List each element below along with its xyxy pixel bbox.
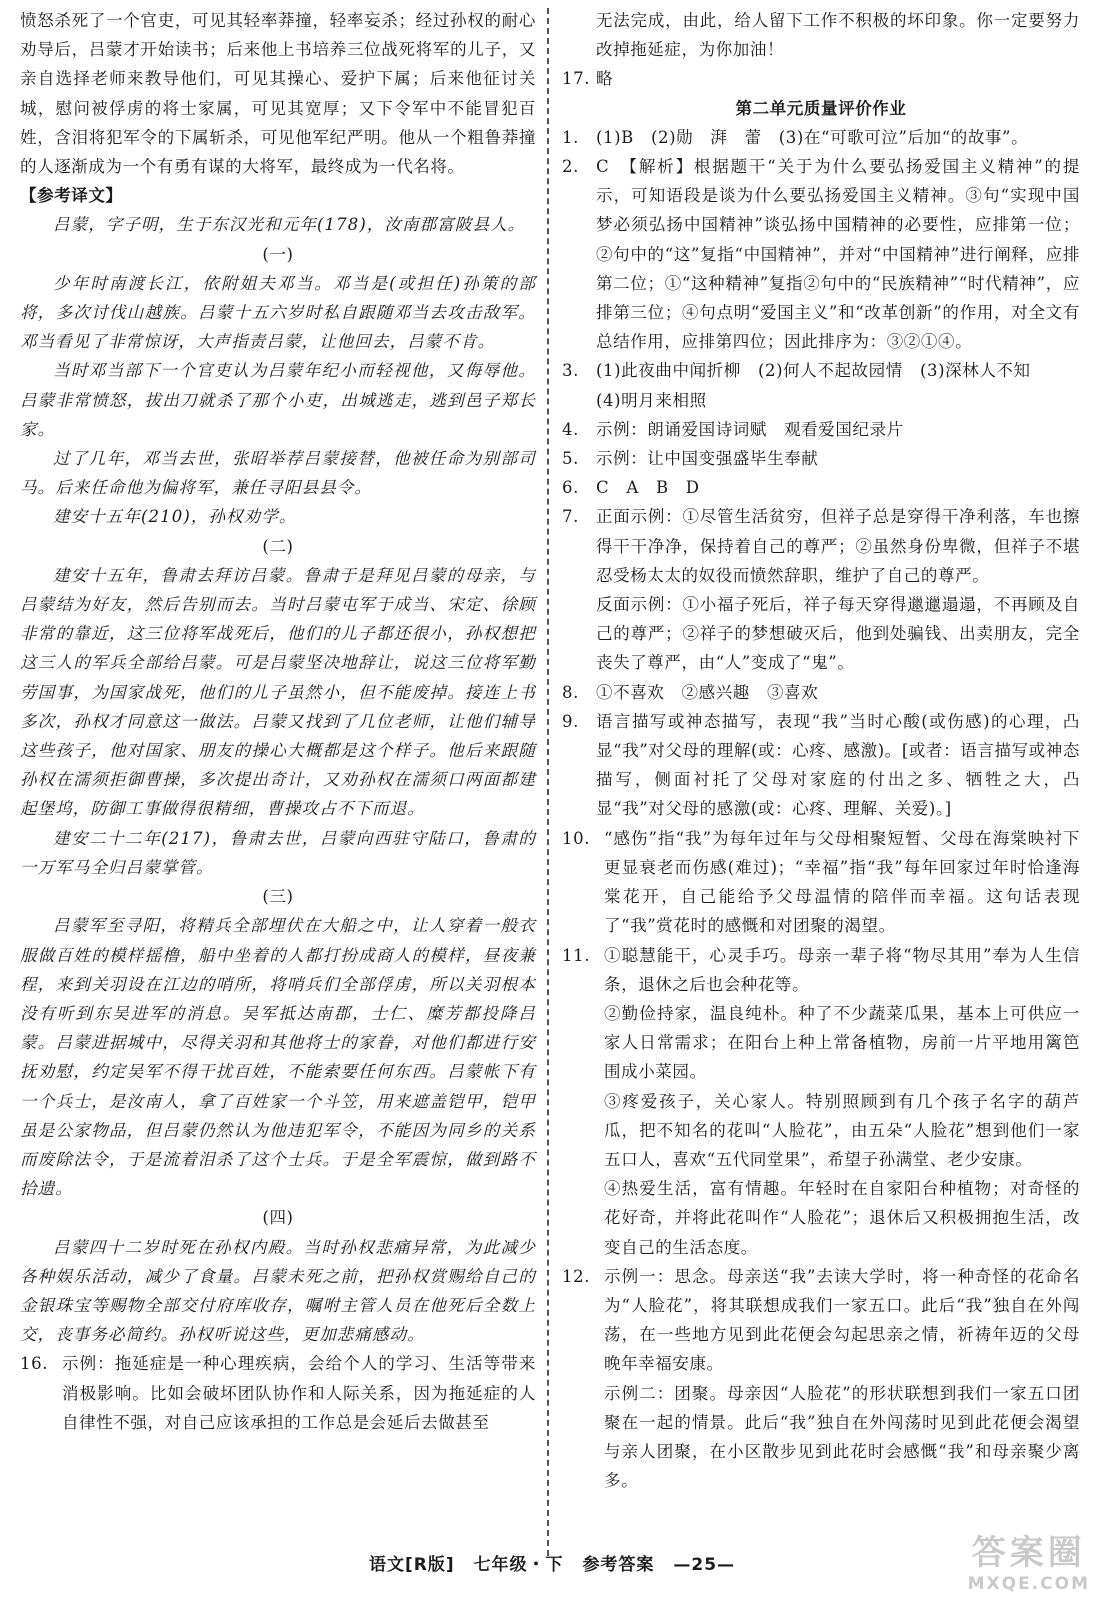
answer-list <box>562 123 1080 1496</box>
item-text: 示例二：团聚。母亲因“人脸花”的形状联想到我们一家五口团聚在一起的情景。此后“我”独自在外闯荡时见到此花便会渴望与亲人团聚，在小区散步见到此花时会感慨“我”和母亲聚少离多。 <box>604 1383 1080 1491</box>
item-text: ②勤俭持家，温良纯朴。种了不少蔬菜瓜果，基本上可供应一家人日常需求；在阳台上种上常备植物，房前一片平地用篱笆围成小菜园。 <box>604 1003 1080 1082</box>
answer-item <box>562 123 1080 152</box>
item-body <box>604 941 1080 1262</box>
translation-paragraph: 少年时南渡长江，依附姐夫邓当。邓当是(或担任)孙策的部将，多次讨伐山越族。吕蒙十五六岁时私自跟随邓当去攻击敌军。邓当看见了非常惊讶，大声指责吕蒙，让他回去，吕蒙不肯。 <box>20 273 536 352</box>
translation-paragraph: 吕蒙四十二岁时死在孙权内殿。当时孙权悲痛异常，为此减少各种娱乐活动，减少了食量。吕蒙未死之前，把孙权赏赐给自己的金银珠宝等赐物全部交付府库收存，嘱咐主管人员在他死后全数上交，丧事务必简约。孙权听说这些，更加悲痛感动。 <box>20 1237 536 1345</box>
answer-item <box>562 678 1080 707</box>
item-number: 11. <box>562 945 591 965</box>
right-column <box>562 6 1080 1495</box>
item-number: 4. <box>562 419 579 439</box>
item-body <box>596 678 1080 707</box>
answer-item-17 <box>562 64 1080 93</box>
item-text: 正面示例：①尽管生活贫穷，但祥子总是穿得干净利落，车也擦得干干净净，保持着自己的尊严；②虽然身份卑微，但祥子不堪忍受杨太太的奴役而愤然辞职，维护了自己的尊严。 <box>596 507 1080 585</box>
item-text: 示例：拖延症是一种心理疾病，会给个人的学习、生活等带来消极影响。比如会破坏团队协作和人际关系，因为拖延症的人自律性不强，对自己应该承担的工作总是会延后去做甚至 <box>62 1354 536 1432</box>
item-number: 12. <box>562 1266 591 1286</box>
answer-item <box>562 941 1080 1262</box>
section-label-2: (二) <box>262 536 294 556</box>
answer-item <box>562 415 1080 444</box>
item-body <box>596 444 1080 473</box>
item-text: 示例一：思念。母亲送“我”去读大学时，将一种奇怪的花命名为“人脸花”，将其联想成我们一家五口。此后“我”独自在外闯荡，在一些地方见到此花便会勾起思亲之情，祈祷年迈的父母晚年幸福安康。 <box>604 1266 1080 1374</box>
item-text: (1)B (2)勋 湃 蕾 (3)在“可歌可泣”后加“的故事”。 <box>596 127 1029 147</box>
section-label-3: (三) <box>262 887 294 907</box>
unit-heading: 第二单元质量评价作业 <box>735 98 907 118</box>
item-text: ①聪慧能干，心灵手巧。母亲一辈子将“物尽其用”奉为人生信条，退休之后也会种花等。 <box>604 945 1080 994</box>
translation-paragraph: 吕蒙军至寻阳，将精兵全部埋伏在大船之中，让人穿着一般衣服做百姓的模样摇橹，船中坐着的人都打扮成商人的模样，昼夜兼程，来到关羽设在江边的哨所，将哨兵们全部俘虏，所以关羽根本没有听到东吴进军的消息。吴军抵达南郡，士仁、糜芳都投降吕蒙。吕蒙进据城中，尽得关羽和其他将士的家眷，对他们都进行安抚劝慰，约定吴军不得干扰百姓，不能索要任何东西。吕蒙帐下有一个兵士，是汝南人，拿了百姓家一个斗笠，用来遮盖铠甲，铠甲虽是公家物品，但吕蒙仍然认为他违犯军令，不能因为同乡的关系而废除法令，于是流着泪杀了这个士兵。于是全军震惊，做到路不拾遗。 <box>20 916 536 1199</box>
item-text: (1)此夜曲中闻折柳 (2)何人不起故园情 (3)深林人不知 <box>596 361 1031 381</box>
item-number: 10. <box>562 828 591 848</box>
watermark-url: MXQE.COM <box>967 1574 1090 1594</box>
footer-grade: 七年级・下 <box>473 1555 564 1575</box>
answer-item <box>562 824 1080 941</box>
item-text: 略 <box>596 69 614 89</box>
item-number: 3. <box>562 361 579 381</box>
item-body <box>596 707 1080 824</box>
item-text: ③疼爱孩子，关心家人。特别照顾到有几个孩子名字的葫芦瓜，把不知名的花叫“人脸花”，由五朵“人脸花”想到他们一家五口人，喜欢“五代同堂果”，希望子孙满堂、老少安康。 <box>604 1091 1080 1169</box>
item-number: 17. <box>562 69 591 89</box>
footer-section: 参考答案 <box>582 1555 655 1575</box>
item-number: 5. <box>562 449 579 469</box>
item-text: 语言描写或神态描写，表现“我”当时心酸(或伤感)的心理，凸显“我”对父母的理解(或：心疼、感激)。[或者：语言描写或神态描写，侧面衬托了父母对家庭的付出之多、牺牲之大，凸显“我”对父母的感激(或：心疼、理解、关爱)。] <box>596 711 1080 819</box>
answer-item <box>562 473 1080 502</box>
item-body <box>596 502 1080 677</box>
item-number: 9. <box>562 711 579 731</box>
item-body <box>604 824 1080 941</box>
reference-translation-heading: 【参考译文】 <box>20 186 123 206</box>
item-number: 2. <box>562 157 579 177</box>
translation-paragraph: 建安十五年(210)，孙权劝学。 <box>53 507 297 527</box>
section-label-1: (一) <box>262 244 294 264</box>
item-16-continued: 无法完成，由此，给人留下工作不积极的坏印象。你一定要努力改掉拖延症，为你加油！ <box>596 11 1080 60</box>
item-body <box>596 123 1080 152</box>
answer-item <box>562 707 1080 824</box>
translation-paragraph: 建安十五年，鲁肃去拜访吕蒙。鲁肃于是拜见吕蒙的母亲，与吕蒙结为好友，然后告别而去。当时吕蒙屯军于成当、宋定、徐顾非常的靠近，这三位将军战死后，他们的儿子都还很小，孙权想把这三人的军兵全部给吕蒙。可是吕蒙坚决地辞让，说这三位将军勤劳国事，为国家战死，他们的儿子虽然小，但不能废掉。接连上书多次，孙权才同意这一做法。吕蒙又找到了几位老师，让他们辅导这些孩子，他对国家、朋友的操心大概都是这个样子。他后来跟随孙权在濡须拒御曹操，多次提出奇计，又劝孙权在濡须口两面都建起堡坞，防御工事做得很精细，曹操攻占不下而退。 <box>20 565 536 819</box>
item-text: C 【解析】根据题干“关于为什么要弘扬爱国主义精神”的提示，可知语段是谈为什么要弘扬爱国主义精神。③句“实现中国梦必须弘扬中国精神”谈弘扬中国精神的必要性，应排第一位；②句中的“这”复指“中国精神”，并对“中国精神”进行阐释，应排第二位；①“这种精神”复指②句中的“民族精神”“时代精神”，应排第三位；④句点明“爱国主义”和“改革创新”的作用，对全文有总结作用，应排第四位；因此排序为：③②①④。 <box>596 157 1080 352</box>
translation-paragraph: 建安二十二年(217)，鲁肃去世，吕蒙向西驻守陆口，鲁肃的一万军马全归吕蒙掌管。 <box>20 828 536 877</box>
translation-intro: 吕蒙，字子明，生于东汉光和元年(178)，汝南郡富陂县人。 <box>53 215 526 235</box>
translation-paragraph: 过了几年，邓当去世，张昭举荐吕蒙接替，他被任命为别部司马。后来任命他为偏将军，兼任寻阳县县令。 <box>20 449 536 498</box>
section-label-4: (四) <box>262 1208 294 1228</box>
item-text: 示例：朗诵爱国诗词赋 观看爱国纪录片 <box>596 419 904 439</box>
item-text: 示例：让中国变强盛毕生奉献 <box>596 449 819 469</box>
item-body <box>596 473 1080 502</box>
item-number: 7. <box>562 507 579 527</box>
item-number: 16. <box>20 1354 49 1374</box>
item-text: ④热爱生活，富有情趣。年轻时在自家阳台种植物；对奇怪的花好奇，并将此花叫作“人脸花”；退休后又积极拥抱生活，改变自己的生活态度。 <box>604 1179 1080 1257</box>
item-text: “感伤”指“我”为每年过年与父母相聚短暂、父母在海棠映衬下更显衰老而伤感(难过)；“幸福”指“我”每年回家过年时恰逢海棠花开，自己能给予父母温情的陪伴而幸福。这句话表现了“我”赏花时的感慨和对团聚的渴望。 <box>604 828 1080 936</box>
translation-paragraph: 当时邓当部下一个官吏认为吕蒙年纪小而轻视他，又侮辱他。吕蒙非常愤怒，拔出刀就杀了那个小吏，出城逃走，逃到邑子郑长家。 <box>20 361 536 439</box>
item-text: C A B D <box>596 478 700 498</box>
left-column <box>20 6 536 1437</box>
item-text: 反面示例：①小福子死后，祥子每天穿得邋邋遢遢，不再顾及自己的尊严；②祥子的梦想破灭后，他到处骗钱、出卖朋友，完全丧失了尊严，由“人”变成了“鬼”。 <box>596 595 1080 673</box>
watermark-logo <box>968 1525 1090 1594</box>
page-footer <box>0 1550 1104 1575</box>
item-number: 6. <box>562 478 579 498</box>
footer-subject: 语文[R版] <box>368 1555 455 1575</box>
footer-page-number: —25— <box>673 1555 736 1575</box>
item-body <box>604 1262 1080 1496</box>
item-text: (4)明月来相照 <box>596 390 707 410</box>
answer-item <box>562 502 1080 677</box>
answer-item <box>562 152 1080 356</box>
item-body <box>596 152 1080 356</box>
item-number: 8. <box>562 682 579 702</box>
answer-item <box>562 356 1080 414</box>
item-body <box>596 415 1080 444</box>
watermark-text: 答案圈 <box>971 1533 1086 1573</box>
item-text: ①不喜欢 ②感兴趣 ③喜欢 <box>596 682 819 702</box>
answer-item-16 <box>20 1349 536 1437</box>
analysis-paragraph: 愤怒杀死了一个官吏，可见其轻率莽撞，轻率妄杀；经过孙权的耐心劝导后，吕蒙才开始读书；后来他上书培养三位战死将军的儿子，又亲自选择老师来教导他们，可见其操心、爱护下属；后来他征讨关城，慰问被俘虏的将士家属，可见其宽厚；又下令军中不能冒犯百姓，含泪将犯军令的下属斩杀，可见他军纪严明。他从一个粗鲁莽撞的人逐渐成为一个有勇有谋的大将军，最终成为一代名将。 <box>20 11 536 177</box>
item-body <box>596 356 1080 414</box>
column-divider <box>547 8 549 1556</box>
answer-item <box>562 1262 1080 1496</box>
item-number: 1. <box>562 127 579 147</box>
answer-item <box>562 444 1080 473</box>
